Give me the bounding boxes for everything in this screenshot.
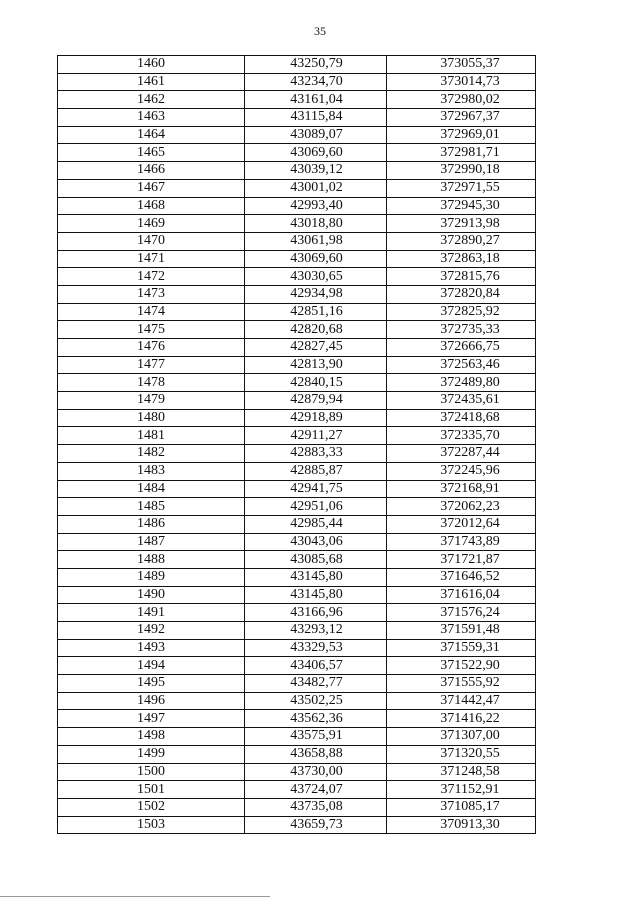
table-row — [58, 745, 536, 763]
point-number-cell: 1487 — [58, 533, 245, 551]
y-coordinate-cell: 371743,89 — [387, 533, 536, 551]
x-coordinate-cell: 42840,15 — [245, 374, 387, 392]
point-number-cell: 1486 — [58, 515, 245, 533]
y-coordinate-cell: 371320,55 — [387, 745, 536, 763]
x-coordinate-cell: 43145,80 — [245, 586, 387, 604]
point-number-cell: 1467 — [58, 179, 245, 197]
table-row — [58, 710, 536, 728]
coordinates-table — [57, 55, 536, 834]
x-coordinate-cell: 43482,77 — [245, 675, 387, 693]
point-number-cell: 1477 — [58, 356, 245, 374]
y-coordinate-cell: 372435,61 — [387, 392, 536, 410]
table-row — [58, 622, 536, 640]
x-coordinate-cell: 43030,65 — [245, 268, 387, 286]
table-row — [58, 268, 536, 286]
x-coordinate-cell: 42993,40 — [245, 197, 387, 215]
x-coordinate-cell: 42918,89 — [245, 409, 387, 427]
x-coordinate-cell: 43406,57 — [245, 657, 387, 675]
x-coordinate-cell: 43659,73 — [245, 816, 387, 834]
point-number-cell: 1499 — [58, 745, 245, 763]
y-coordinate-cell: 372062,23 — [387, 498, 536, 516]
y-coordinate-cell: 372967,37 — [387, 109, 536, 127]
x-coordinate-cell: 42820,68 — [245, 321, 387, 339]
point-number-cell: 1494 — [58, 657, 245, 675]
table-row — [58, 56, 536, 74]
x-coordinate-cell: 43166,96 — [245, 604, 387, 622]
point-number-cell: 1488 — [58, 551, 245, 569]
y-coordinate-cell: 372335,70 — [387, 427, 536, 445]
point-number-cell: 1481 — [58, 427, 245, 445]
table-row — [58, 675, 536, 693]
point-number-cell: 1468 — [58, 197, 245, 215]
point-number-cell: 1490 — [58, 586, 245, 604]
point-number-cell: 1474 — [58, 303, 245, 321]
table-row — [58, 144, 536, 162]
point-number-cell: 1501 — [58, 781, 245, 799]
y-coordinate-cell: 371555,92 — [387, 675, 536, 693]
x-coordinate-cell: 43562,36 — [245, 710, 387, 728]
coordinates-table-body — [58, 56, 536, 834]
x-coordinate-cell: 43039,12 — [245, 162, 387, 180]
x-coordinate-cell: 43658,88 — [245, 745, 387, 763]
x-coordinate-cell: 42879,94 — [245, 392, 387, 410]
point-number-cell: 1489 — [58, 568, 245, 586]
x-coordinate-cell: 43250,79 — [245, 56, 387, 74]
y-coordinate-cell: 371248,58 — [387, 763, 536, 781]
table-row — [58, 409, 536, 427]
point-number-cell: 1465 — [58, 144, 245, 162]
table-row — [58, 356, 536, 374]
x-coordinate-cell: 43161,04 — [245, 91, 387, 109]
table-row — [58, 285, 536, 303]
table-row — [58, 427, 536, 445]
table-row — [58, 392, 536, 410]
y-coordinate-cell: 372666,75 — [387, 339, 536, 357]
y-coordinate-cell: 372489,80 — [387, 374, 536, 392]
y-coordinate-cell: 371591,48 — [387, 622, 536, 640]
y-coordinate-cell: 372971,55 — [387, 179, 536, 197]
y-coordinate-cell: 372820,84 — [387, 285, 536, 303]
x-coordinate-cell: 42827,45 — [245, 339, 387, 357]
y-coordinate-cell: 372981,71 — [387, 144, 536, 162]
table-row — [58, 126, 536, 144]
point-number-cell: 1483 — [58, 462, 245, 480]
table-row — [58, 586, 536, 604]
point-number-cell: 1464 — [58, 126, 245, 144]
x-coordinate-cell: 43018,80 — [245, 215, 387, 233]
y-coordinate-cell: 372913,98 — [387, 215, 536, 233]
y-coordinate-cell: 372735,33 — [387, 321, 536, 339]
point-number-cell: 1478 — [58, 374, 245, 392]
y-coordinate-cell: 372945,30 — [387, 197, 536, 215]
y-coordinate-cell: 372890,27 — [387, 232, 536, 250]
y-coordinate-cell: 372980,02 — [387, 91, 536, 109]
point-number-cell: 1480 — [58, 409, 245, 427]
y-coordinate-cell: 371416,22 — [387, 710, 536, 728]
table-row — [58, 339, 536, 357]
table-row — [58, 639, 536, 657]
scan-edge-line — [0, 896, 270, 897]
point-number-cell: 1503 — [58, 816, 245, 834]
x-coordinate-cell: 43329,53 — [245, 639, 387, 657]
x-coordinate-cell: 43575,91 — [245, 728, 387, 746]
y-coordinate-cell: 372990,18 — [387, 162, 536, 180]
x-coordinate-cell: 42813,90 — [245, 356, 387, 374]
y-coordinate-cell: 372245,96 — [387, 462, 536, 480]
y-coordinate-cell: 373014,73 — [387, 73, 536, 91]
y-coordinate-cell: 372168,91 — [387, 480, 536, 498]
x-coordinate-cell: 43730,00 — [245, 763, 387, 781]
x-coordinate-cell: 43001,02 — [245, 179, 387, 197]
x-coordinate-cell: 43043,06 — [245, 533, 387, 551]
y-coordinate-cell: 372418,68 — [387, 409, 536, 427]
point-number-cell: 1470 — [58, 232, 245, 250]
table-row — [58, 91, 536, 109]
point-number-cell: 1476 — [58, 339, 245, 357]
table-row — [58, 763, 536, 781]
y-coordinate-cell: 371646,52 — [387, 568, 536, 586]
point-number-cell: 1471 — [58, 250, 245, 268]
y-coordinate-cell: 371442,47 — [387, 692, 536, 710]
y-coordinate-cell: 371522,90 — [387, 657, 536, 675]
table-row — [58, 692, 536, 710]
point-number-cell: 1492 — [58, 622, 245, 640]
point-number-cell: 1497 — [58, 710, 245, 728]
x-coordinate-cell: 43234,70 — [245, 73, 387, 91]
y-coordinate-cell: 371721,87 — [387, 551, 536, 569]
table-row — [58, 728, 536, 746]
y-coordinate-cell: 372287,44 — [387, 445, 536, 463]
x-coordinate-cell: 43145,80 — [245, 568, 387, 586]
table-row — [58, 374, 536, 392]
point-number-cell: 1461 — [58, 73, 245, 91]
point-number-cell: 1463 — [58, 109, 245, 127]
table-row — [58, 232, 536, 250]
point-number-cell: 1469 — [58, 215, 245, 233]
x-coordinate-cell: 43085,68 — [245, 551, 387, 569]
table-row — [58, 445, 536, 463]
y-coordinate-cell: 371616,04 — [387, 586, 536, 604]
table-row — [58, 533, 536, 551]
y-coordinate-cell: 371152,91 — [387, 781, 536, 799]
table-row — [58, 657, 536, 675]
table-row — [58, 498, 536, 516]
x-coordinate-cell: 43735,08 — [245, 798, 387, 816]
table-row — [58, 197, 536, 215]
point-number-cell: 1479 — [58, 392, 245, 410]
point-number-cell: 1502 — [58, 798, 245, 816]
point-number-cell: 1485 — [58, 498, 245, 516]
table-row — [58, 798, 536, 816]
table-row — [58, 480, 536, 498]
y-coordinate-cell: 371085,17 — [387, 798, 536, 816]
x-coordinate-cell: 42851,16 — [245, 303, 387, 321]
x-coordinate-cell: 42951,06 — [245, 498, 387, 516]
y-coordinate-cell: 372825,92 — [387, 303, 536, 321]
table-row — [58, 515, 536, 533]
y-coordinate-cell: 372863,18 — [387, 250, 536, 268]
table-row — [58, 462, 536, 480]
y-coordinate-cell: 372012,64 — [387, 515, 536, 533]
point-number-cell: 1475 — [58, 321, 245, 339]
point-number-cell: 1496 — [58, 692, 245, 710]
point-number-cell: 1484 — [58, 480, 245, 498]
y-coordinate-cell: 372969,01 — [387, 126, 536, 144]
point-number-cell: 1473 — [58, 285, 245, 303]
y-coordinate-cell: 370913,30 — [387, 816, 536, 834]
table-row — [58, 781, 536, 799]
point-number-cell: 1500 — [58, 763, 245, 781]
table-row — [58, 250, 536, 268]
x-coordinate-cell: 43089,07 — [245, 126, 387, 144]
x-coordinate-cell: 43069,60 — [245, 144, 387, 162]
table-row — [58, 109, 536, 127]
x-coordinate-cell: 43502,25 — [245, 692, 387, 710]
point-number-cell: 1460 — [58, 56, 245, 74]
x-coordinate-cell: 42941,75 — [245, 480, 387, 498]
x-coordinate-cell: 43115,84 — [245, 109, 387, 127]
table-row — [58, 73, 536, 91]
y-coordinate-cell: 373055,37 — [387, 56, 536, 74]
point-number-cell: 1466 — [58, 162, 245, 180]
y-coordinate-cell: 372563,46 — [387, 356, 536, 374]
table-row — [58, 303, 536, 321]
point-number-cell: 1495 — [58, 675, 245, 693]
x-coordinate-cell: 43069,60 — [245, 250, 387, 268]
table-row — [58, 604, 536, 622]
x-coordinate-cell: 42985,44 — [245, 515, 387, 533]
x-coordinate-cell: 42911,27 — [245, 427, 387, 445]
x-coordinate-cell: 42934,98 — [245, 285, 387, 303]
y-coordinate-cell: 372815,76 — [387, 268, 536, 286]
x-coordinate-cell: 43293,12 — [245, 622, 387, 640]
table-row — [58, 551, 536, 569]
x-coordinate-cell: 43061,98 — [245, 232, 387, 250]
point-number-cell: 1498 — [58, 728, 245, 746]
x-coordinate-cell: 42883,33 — [245, 445, 387, 463]
x-coordinate-cell: 42885,87 — [245, 462, 387, 480]
y-coordinate-cell: 371576,24 — [387, 604, 536, 622]
table-row — [58, 215, 536, 233]
point-number-cell: 1493 — [58, 639, 245, 657]
point-number-cell: 1462 — [58, 91, 245, 109]
table-row — [58, 162, 536, 180]
table-row — [58, 321, 536, 339]
point-number-cell: 1491 — [58, 604, 245, 622]
point-number-cell: 1482 — [58, 445, 245, 463]
point-number-cell: 1472 — [58, 268, 245, 286]
y-coordinate-cell: 371307,00 — [387, 728, 536, 746]
table-row — [58, 816, 536, 834]
x-coordinate-cell: 43724,07 — [245, 781, 387, 799]
table-row — [58, 179, 536, 197]
page-number: 35 — [314, 24, 326, 38]
y-coordinate-cell: 371559,31 — [387, 639, 536, 657]
table-row — [58, 568, 536, 586]
